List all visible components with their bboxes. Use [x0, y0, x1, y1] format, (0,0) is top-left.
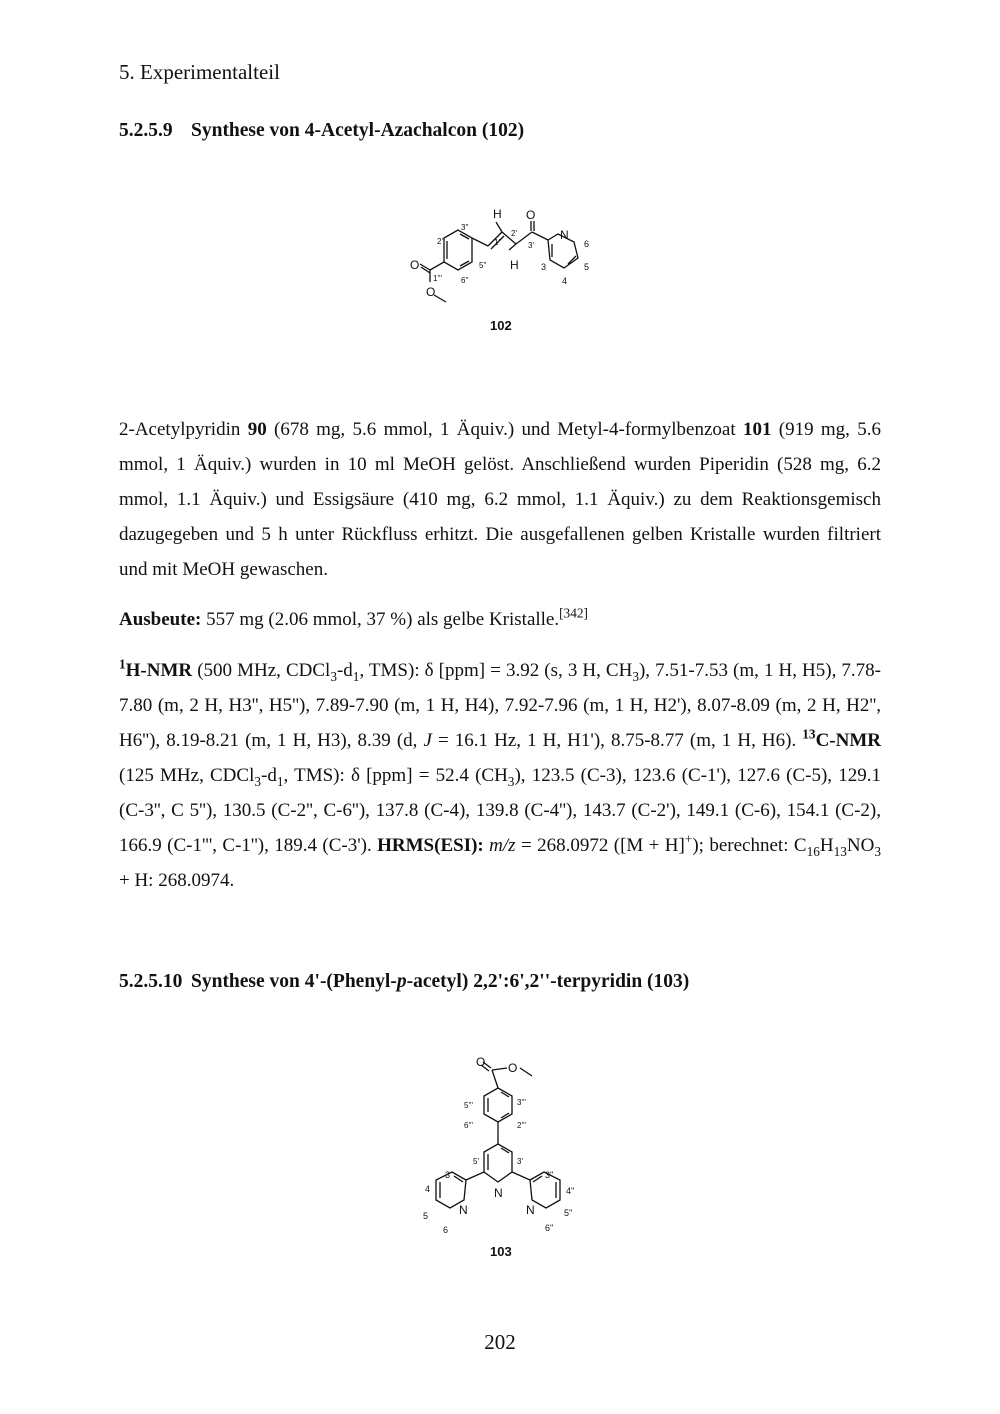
atom-n: N	[560, 228, 569, 242]
label-1ppp: 1'''	[433, 274, 443, 283]
procedure-paragraph: 2-Acetylpyridin 90 (678 mg, 5.6 mmol, 1 Äquiv.) und Metyl-4-formylbenzoat 101 (919 mg, 5.6 mmol, 1 Äquiv.) wurden in 10 ml MeOH gelöst. Anschließend wurden Piperidin (528 mg, 6.2 mmol, 1.1 Äquiv.) und Essigsäure (410 mg, 6.2 mmol, 1.1 Äquiv.) zu dem Reaktionsgemisch dazugegeben und 5 h unter Rückfluss erhitzt. Die ausgefallenen gelben Kristalle wurden filtriert und mit MeOH gewaschen.	[119, 419, 882, 580]
section-heading-102	[119, 120, 524, 142]
nmr-paragraph: $^1$H-NMR (500 MHz, $CDCl_3-d_1$, TMS): δ [ppm] = 3.92 (s, 3 H, $CH_3$), 7.51-7.53 (m, 1 H, H5), 7.78-7.80 (m, 2 H, H3'', H5''), 7.89-7.90 (m, 1 H, H4), 7.92-7.96 (m, 1 H, H2'), 8.07-8.09 (m, 2 H, H2'', H6''), 8.19-8.21 (m, 1 H, H3), 8.39 (d, J = 16.1 Hz, 1 H, H1'), 8.75-8.77 (m, 1 H, H6). $^{13}$C-NMR (125 MHz, $CDCl_3-d_1$, TMS): δ [ppm] = 52.4 $(CH_3)$, 123.5 (C-3), 123.6 (C-1'), 127.6 (C-5), 129.1 (C-3'', C 5''), 130.5 (C-2'', C-6''), 137.8 (C-4), 139.8 (C-4''), 143.7 (C-2'), 149.1 (C-6), 154.1 (C-2), 166.9 (C-1''', C-1''), 189.4 (C-3'). HRMS(ESI): m/z = 268.0972 ([M + H]+); berechnet: $C_{16}H_{13}NO_3 + H$: 268.0974.	[119, 656, 881, 891]
structure-102	[390, 200, 610, 310]
atom-o-methoxy: O	[426, 285, 436, 299]
structure-103	[400, 1050, 600, 1240]
label-5: 5	[584, 262, 590, 272]
label-3: 3	[445, 1170, 451, 1180]
label-6: 6	[443, 1225, 449, 1235]
label-1p: 1'	[494, 238, 500, 247]
atom-o-carbonyl: O	[476, 1055, 486, 1069]
label-3: 3	[541, 262, 547, 272]
label-4pp: 4''	[566, 1186, 575, 1196]
label-6pp: 6''	[461, 276, 469, 285]
yield-line: Ausbeute: 557 mg (2.06 mmol, 37 %) als gelbe Kristalle.[342]	[119, 605, 588, 630]
label-6ppp: 6'''	[464, 1121, 474, 1130]
atom-o-ester: O	[410, 258, 420, 272]
label-3pp: 3''	[545, 1170, 554, 1180]
label-4: 4	[562, 276, 568, 286]
label-3pp: 3''	[461, 223, 469, 232]
label-3p: 3'	[528, 241, 534, 250]
label-5pp: 5''	[479, 261, 487, 270]
atom-o-ketone: O	[526, 208, 536, 222]
atom-n-right: N	[526, 1203, 535, 1217]
atom-h-top: H	[493, 207, 502, 221]
page-number: 202	[484, 1330, 516, 1354]
label-3ppp: 3'''	[517, 1098, 527, 1107]
label-4: 4	[425, 1184, 431, 1194]
label-2p: 2'	[511, 229, 517, 238]
chapter-header: 5. Experimentalteil	[119, 60, 280, 84]
section-heading-103: 5.2.5.10 Synthese von 4'-(Phenyl-p-acetyl) 2,2':6',2''-terpyridin (103)	[119, 971, 690, 992]
label-5p: 5'	[473, 1157, 479, 1166]
label-3p: 3'	[517, 1157, 523, 1166]
label-5pp: 5''	[564, 1208, 573, 1218]
section-title: Synthese von 4-Acetyl-Azachalcon (102)	[191, 120, 525, 141]
label-6pp: 6''	[545, 1223, 554, 1233]
atom-h-bottom: H	[510, 258, 519, 272]
label-5ppp: 5'''	[464, 1101, 474, 1110]
section-number: 5.2.5.10	[119, 971, 183, 992]
atom-o-methoxy: O	[508, 1061, 518, 1075]
section-number: 5.2.5.9	[119, 120, 173, 141]
atom-n-center: N	[494, 1186, 503, 1200]
label-5: 5	[423, 1211, 429, 1221]
label-2pp: 2''	[437, 237, 445, 246]
label-2ppp: 2'''	[517, 1121, 527, 1130]
label-6: 6	[584, 239, 590, 249]
compound-label-103: 103	[490, 1244, 512, 1259]
compound-label-102: 102	[490, 318, 512, 333]
atom-n-left: N	[459, 1203, 468, 1217]
